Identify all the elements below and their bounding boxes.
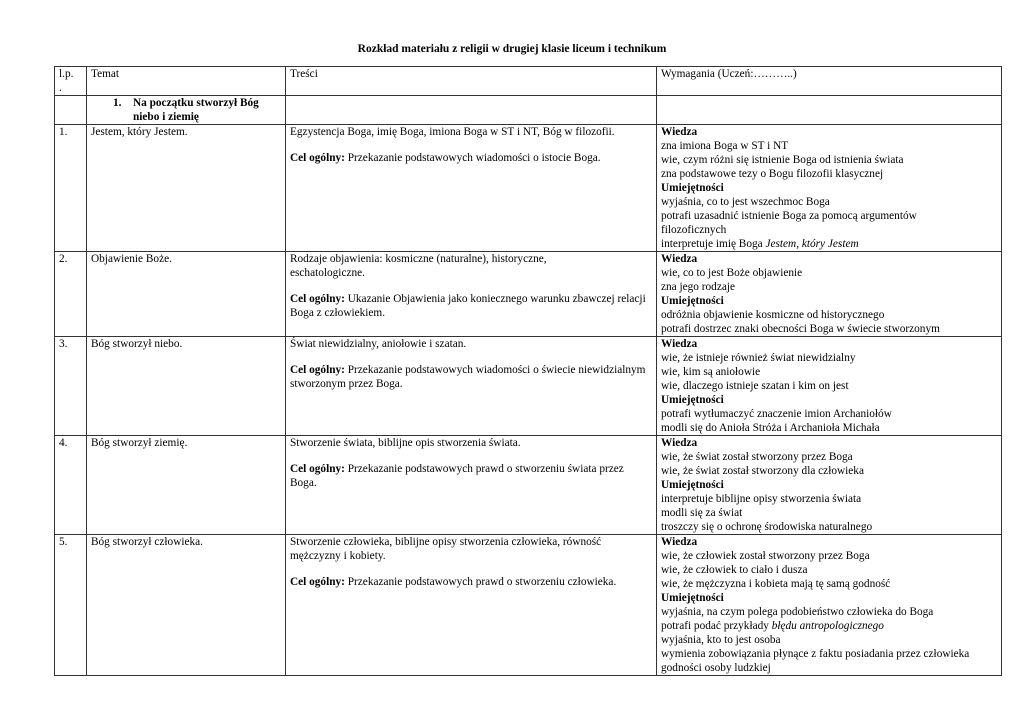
cel-ogolny: Cel ogólny: Przekazanie podstawowych prawd o stworzeniu człowieka. [290,576,617,588]
header-wymagania: Wymagania (Uczeń:………..) [657,67,1002,96]
row-tresci: Świat niewidzialny, aniołowie i szatan. Cel ogólny: Przekazanie podstawowych wiadomości o świecie niewidzialnym stworzonym przez Boga. [286,337,657,436]
cel-ogolny: Cel ogólny: Ukazanie Objawienia jako koniecznego warunku zbawczej relacji Boga z człowiekiem. [290,293,646,319]
row-tresci: Stworzenie człowieka, biblijne opisy stworzenia człowieka, równość mężczyzny i kobiety. Cel ogólny: Przekazanie podstawowych prawd o stworzeniu człowieka. [286,535,657,676]
row-tresci: Rodzaje objawienia: kosmiczne (naturalne), historyczne, eschatologiczne. Cel ogólny: Ukazanie Objawienia jako koniecznego warunku zbawczej relacji Boga z człowiekiem. [286,252,657,337]
section-row [55,96,1002,125]
row-wymagania: Wiedza wie, że istnieje również świat niewidzialny wie, kim są aniołowie wie, dlaczego istnieje szatan i kim on jest Umiejętności potrafi wytłumaczyć znaczenie imion Archaniołów modli się do Anioła Stróża i Archanioła Michała [657,337,1002,436]
table-row [55,252,1002,337]
row-temat: Objawienie Boże. [87,252,286,337]
row-temat: Jestem, który Jestem. [87,125,286,252]
row-tresci: Stworzenie świata, biblijne opis stworzenia świata. Cel ogólny: Przekazanie podstawowych prawd o stworzeniu świata przez Boga. [286,436,657,535]
row-temat: Bóg stworzył człowieka. [87,535,286,676]
table-row [55,436,1002,535]
table-row [55,535,1002,676]
row-wymagania: Wiedza wie, że człowiek został stworzony przez Boga wie, że człowiek to ciało i dusza wie, że mężczyzna i kobieta mają tę samą godność Umiejętności wyjaśnia, na czym polega podobieństwo człowieka do Boga potrafi podać przykłady błędu antropologicznego wyjaśnia, kto to jest osoba wymienia zobowiązania płynące z faktu posiadania przez człowieka godności osoby ludzkiej [657,535,1002,676]
header-lp: l.p. . [55,67,87,96]
row-lp: 1. [55,125,87,252]
row-wymagania: Wiedza wie, że świat został stworzony przez Boga wie, że świat został stworzony dla człowieka Umiejętności interpretuje biblijne opisy stworzenia świata modli się za świat troszczy się o ochronę środowiska naturalnego [657,436,1002,535]
row-temat: Bóg stworzył niebo. [87,337,286,436]
row-wymagania: Wiedza wie, co to jest Boże objawienie zna jego rodzaje Umiejętności odróżnia objawienie kosmiczne od historycznego potrafi dostrzec znaki obecności Boga w świecie stworzonym [657,252,1002,337]
row-wymagania: Wiedza zna imiona Boga w ST i NT wie, czym różni się istnienie Boga od istnienia świata zna podstawowe tezy o Bogu filozofii klasycznej Umiejętności wyjaśnia, co to jest wszechmoc Boga potrafi uzasadnić istnienie Boga za pomocą argumentów filozoficznych interpretuje imię Boga Jestem, który Jestem [657,125,1002,252]
row-temat: Bóg stworzył ziemię. [87,436,286,535]
table-row [55,125,1002,252]
section-title: 1. Na początku stworzył Bóg niebo i ziemię [87,96,286,125]
row-lp: 5. [55,535,87,676]
row-lp: 4. [55,436,87,535]
header-tresci: Treści [286,67,657,96]
header-temat: Temat [87,67,286,96]
cel-ogolny: Cel ogólny: Przekazanie podstawowych wiadomości o świecie niewidzialnym stworzonym przez Boga. [290,364,646,390]
table-header-row [55,67,1002,96]
table-row [55,337,1002,436]
cel-ogolny: Cel ogólny: Przekazanie podstawowych prawd o stworzeniu świata przez Boga. [290,463,624,489]
row-lp: 2. [55,252,87,337]
row-lp: 3. [55,337,87,436]
document-title: Rozkład materiału z religii w drugiej klasie liceum i technikum [357,43,667,55]
cel-ogolny: Cel ogólny: Przekazanie podstawowych wiadomości o istocie Boga. [290,152,601,164]
curriculum-table [54,66,1002,676]
row-tresci: Egzystencja Boga, imię Boga, imiona Boga w ST i NT, Bóg w filozofii. Cel ogólny: Przekazanie podstawowych wiadomości o istocie Boga. [286,125,657,252]
